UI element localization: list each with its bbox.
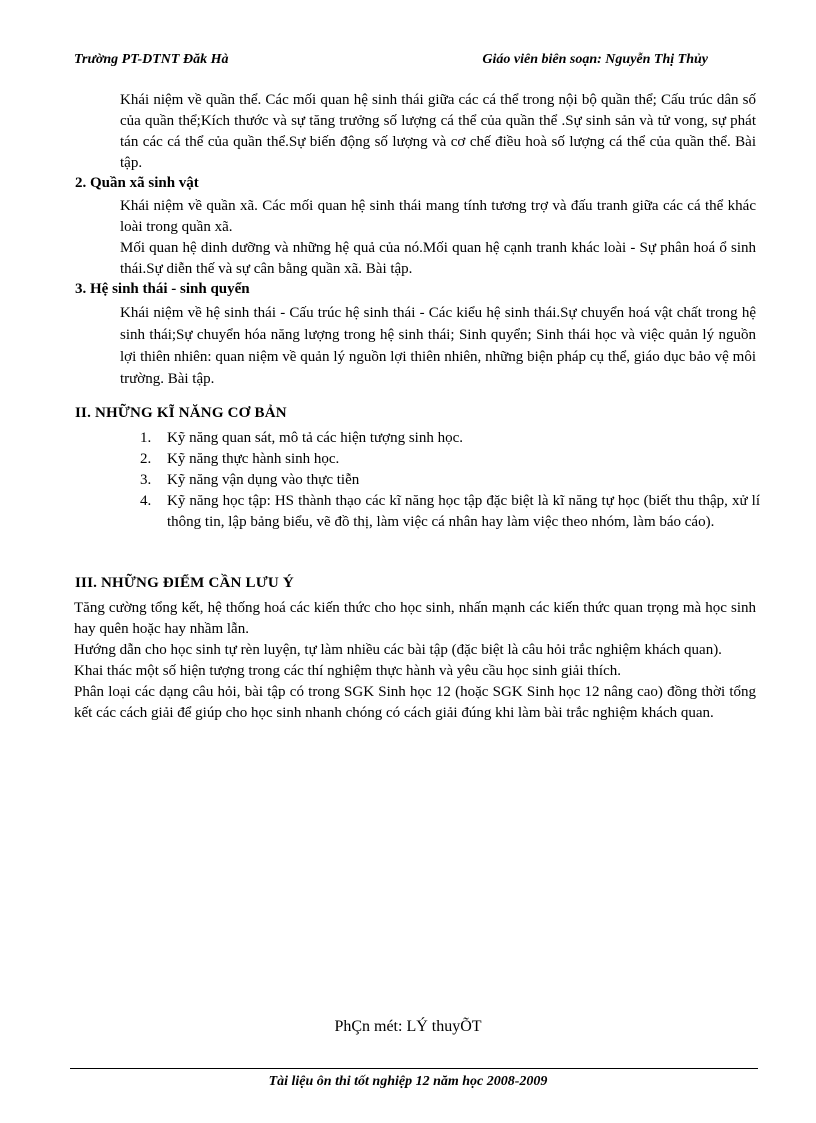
list-number: 2. [140,451,152,467]
list-item [140,470,760,491]
notes-paragraph-1: Tăng cường tổng kết, hệ thống hoá các kiến thức cho học sinh, nhấn mạnh các kiến thức quan trọng mà học sinh hay quên hoặc hay nhầm lẫn. [74,600,756,637]
notes-block [74,598,756,724]
section3-text: Khái niệm về hệ sinh thái - Cấu trúc hệ sinh thái - Các kiểu hệ sinh thái.Sự chuyển hoá vật chất trong hệ sinh thái;Sự chuyển hóa năng lượng trong hệ sinh thái; Sinh quyển; Sinh thái học và việc quản lý nguồn lợi thiên nhiên: quan niệm về quản lý nguồn lợi thiên nhiên, những biện pháp cụ thể, giáo dục bảo vệ môi trường. Bài tập. [120,305,756,387]
notes-paragraph-4: Phân loại các dạng câu hỏi, bài tập có trong SGK Sinh học 12 (hoặc SGK Sinh học 12 nâng cao) đồng thời tổng kết các cách giải để giúp cho học sinh nhanh chóng có cách giải đúng khi làm bài trắc nghiệm khách quan. [74,684,756,721]
notes-paragraph-2: Hướng dẫn cho học sinh tự rèn luyện, tự làm nhiều các bài tập (đặc biệt là câu hỏi trắc nghiệm khách quan). [74,642,722,658]
list-number: 1. [140,430,152,446]
notes-paragraph-3: Khai thác một số hiện tượng trong các thí nghiệm thực hành và yêu cầu học sinh giải thích. [74,663,621,679]
list-number: 4. [140,493,152,509]
list-text: Kỹ năng quan sát, mô tả các hiện tượng sinh học. [167,430,463,446]
skills-heading: II. NHỮNG KĨ NĂNG CƠ BẢN [75,405,287,421]
list-text: Kỹ năng thực hành sinh học. [167,451,340,467]
population-paragraph [120,90,756,174]
section1-text: Khái niệm về quần thể. Các mối quan hệ sinh thái giữa các cá thể trong nội bộ quần thể; Cấu trúc dân số của quần thể;Kích thước và sự tăng trưởng số lượng cá thể của quần thể .Sự sinh sản và tử vong, sự phát tán các cá thể của quần thể.Sự biến động số lượng và cơ chế điều hoà số lượng cá thể của quần thể. Bài tập. [120,92,756,171]
ecosystem-block [120,302,756,390]
list-item [140,428,760,449]
community-block [120,196,756,280]
list-item [140,449,760,470]
list-item [140,491,760,533]
section2-paragraph-2: Mối quan hệ dinh dưỡng và những hệ quả của nó.Mối quan hệ cạnh tranh khác loài - Sự phân hoá ổ sinh thái.Sự diễn thế và sự cân bằng quần xã. Bài tập. [120,240,756,277]
footer-divider [70,1068,758,1069]
header-school: Trường PT-DTNT Đăk Hà [74,52,229,67]
list-text: Kỹ năng vận dụng vào thực tiễn [167,472,360,488]
part-title: PhÇn mét: LÝ thuyÕT [334,1018,482,1035]
header-author: Giáo viên biên soạn: Nguyễn Thị Thủy [482,52,708,67]
section2-paragraph-1: Khái niệm về quần xã. Các mối quan hệ sinh thái mang tính tương trợ và đấu tranh giữa các cá thể khác loài trong quần xã. [120,198,756,235]
skills-list [140,428,760,533]
list-text: Kỹ năng học tập: HS thành thạo các kĩ năng học tập đặc biệt là kĩ năng tự học (biết thu thập, xử lí thông tin, lập bảng biểu, vẽ đồ thị, làm việc cá nhân hay làm việc theo nhóm, làm báo cáo). [167,493,760,530]
section3-heading: 3. Hệ sinh thái - sinh quyển [75,281,250,297]
page-footer: Tài liệu ôn thi tốt nghiệp 12 năm học 2008-2009 [268,1074,548,1089]
notes-heading: III. NHỮNG ĐIỂM CẦN LƯU Ý [75,575,294,591]
section2-heading: 2. Quần xã sinh vật [75,175,199,191]
list-number: 3. [140,472,152,488]
